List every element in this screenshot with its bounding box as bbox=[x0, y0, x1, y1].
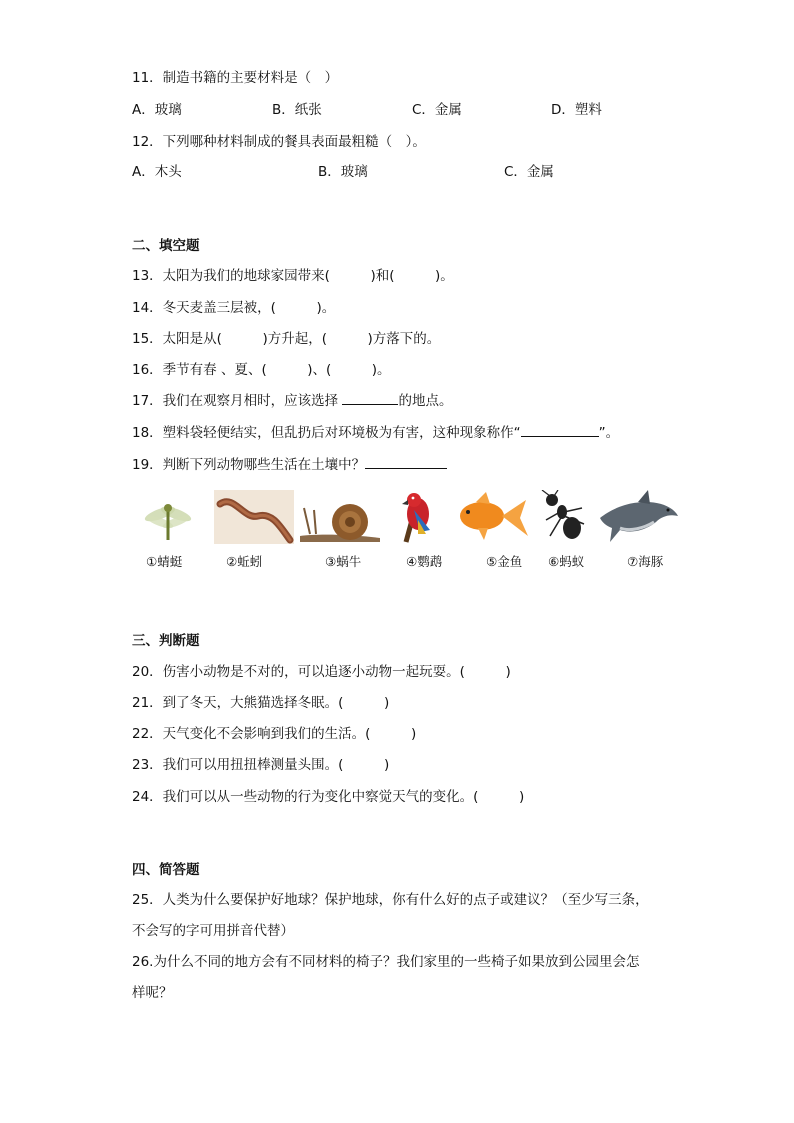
q12-option-b: B．玻璃 bbox=[318, 164, 368, 180]
q19-stem: 19．判断下列动物哪些生活在土壤中？ bbox=[132, 457, 366, 473]
question-22: 22．天气变化不会影响到我们的生活。( ) bbox=[132, 726, 417, 742]
question-18 bbox=[132, 421, 619, 441]
goldfish-image bbox=[450, 490, 530, 544]
question-15: 15．太阳是从( )方升起，( )方落下的。 bbox=[132, 331, 441, 347]
question-12-stem: 12．下列哪种材料制成的餐具表面最粗糙（ ）。 bbox=[132, 134, 426, 150]
question-24: 24．我们可以从一些动物的行为变化中察觉天气的变化。( ) bbox=[132, 789, 525, 805]
question-17 bbox=[132, 389, 452, 409]
section-judgment-title: 三、判断题 bbox=[132, 633, 200, 649]
animal-caption-dragonfly: ①蜻蜓 bbox=[146, 554, 183, 569]
q18-answer-blank[interactable] bbox=[521, 422, 599, 437]
earthworm-image bbox=[214, 490, 294, 544]
animal-caption-ant: ⑥蚂蚁 bbox=[548, 554, 585, 569]
snail-image bbox=[296, 490, 382, 544]
q12-option-c: C．金属 bbox=[504, 164, 554, 180]
section-short-answer-title: 四、简答题 bbox=[132, 862, 200, 878]
q18-text-after: ”。 bbox=[598, 425, 620, 441]
question-26-line-2: 样呢？ bbox=[132, 985, 173, 1001]
question-11-stem: 11．制造书籍的主要材料是（ ） bbox=[132, 70, 339, 86]
q17-text-after: 的地点。 bbox=[398, 393, 453, 409]
animal-caption-parrot: ④鹦鹉 bbox=[406, 554, 443, 569]
question-25-line-1: 25．人类为什么要保护好地球？保护地球，你有什么好的点子或建议？（至少写三条， bbox=[132, 892, 649, 908]
dolphin-image bbox=[596, 490, 682, 544]
question-25-line-2: 不会写的字可用拼音代替） bbox=[132, 923, 294, 939]
animal-caption-goldfish: ⑤金鱼 bbox=[486, 554, 523, 569]
q11-option-c: C．金属 bbox=[412, 102, 462, 118]
animal-caption-snail: ③蜗牛 bbox=[325, 554, 362, 569]
question-23: 23．我们可以用扭扭棒测量头围。( ) bbox=[132, 757, 390, 773]
q17-text-before: 17．我们在观察月相时，应该选择 bbox=[132, 393, 343, 409]
ant-image bbox=[538, 490, 588, 544]
q17-answer-blank[interactable] bbox=[342, 390, 398, 405]
question-16: 16．季节有春 、夏、( )、( )。 bbox=[132, 362, 391, 378]
dragonfly-image bbox=[140, 490, 196, 544]
q19-answer-blank[interactable] bbox=[365, 454, 447, 469]
q18-text-before: 18．塑料袋轻便结实，但乱扔后对环境极为有害，这种现象称作“ bbox=[132, 425, 521, 441]
parrot-image bbox=[392, 490, 442, 544]
q12-option-a: A．木头 bbox=[132, 164, 182, 180]
q11-option-a: A．玻璃 bbox=[132, 102, 182, 118]
animal-caption-dolphin: ⑦海豚 bbox=[627, 554, 664, 569]
question-26-line-1: 26.为什么不同的地方会有不同材料的椅子？我们家里的一些椅子如果放到公园里会怎 bbox=[132, 954, 640, 970]
q11-option-d: D．塑料 bbox=[551, 102, 602, 118]
question-13: 13．太阳为我们的地球家园带来( )和( )。 bbox=[132, 268, 454, 284]
question-21: 21．到了冬天，大熊猫选择冬眠。( ) bbox=[132, 695, 390, 711]
question-19 bbox=[132, 453, 447, 473]
question-20: 20．伤害小动物是不对的，可以追逐小动物一起玩耍。( ) bbox=[132, 664, 511, 680]
section-fill-in-title: 二、填空题 bbox=[132, 238, 200, 254]
q11-option-b: B．纸张 bbox=[272, 102, 322, 118]
question-14: 14．冬天麦盖三层被，( )。 bbox=[132, 300, 336, 316]
animal-caption-earthworm: ②蚯蚓 bbox=[226, 554, 263, 569]
